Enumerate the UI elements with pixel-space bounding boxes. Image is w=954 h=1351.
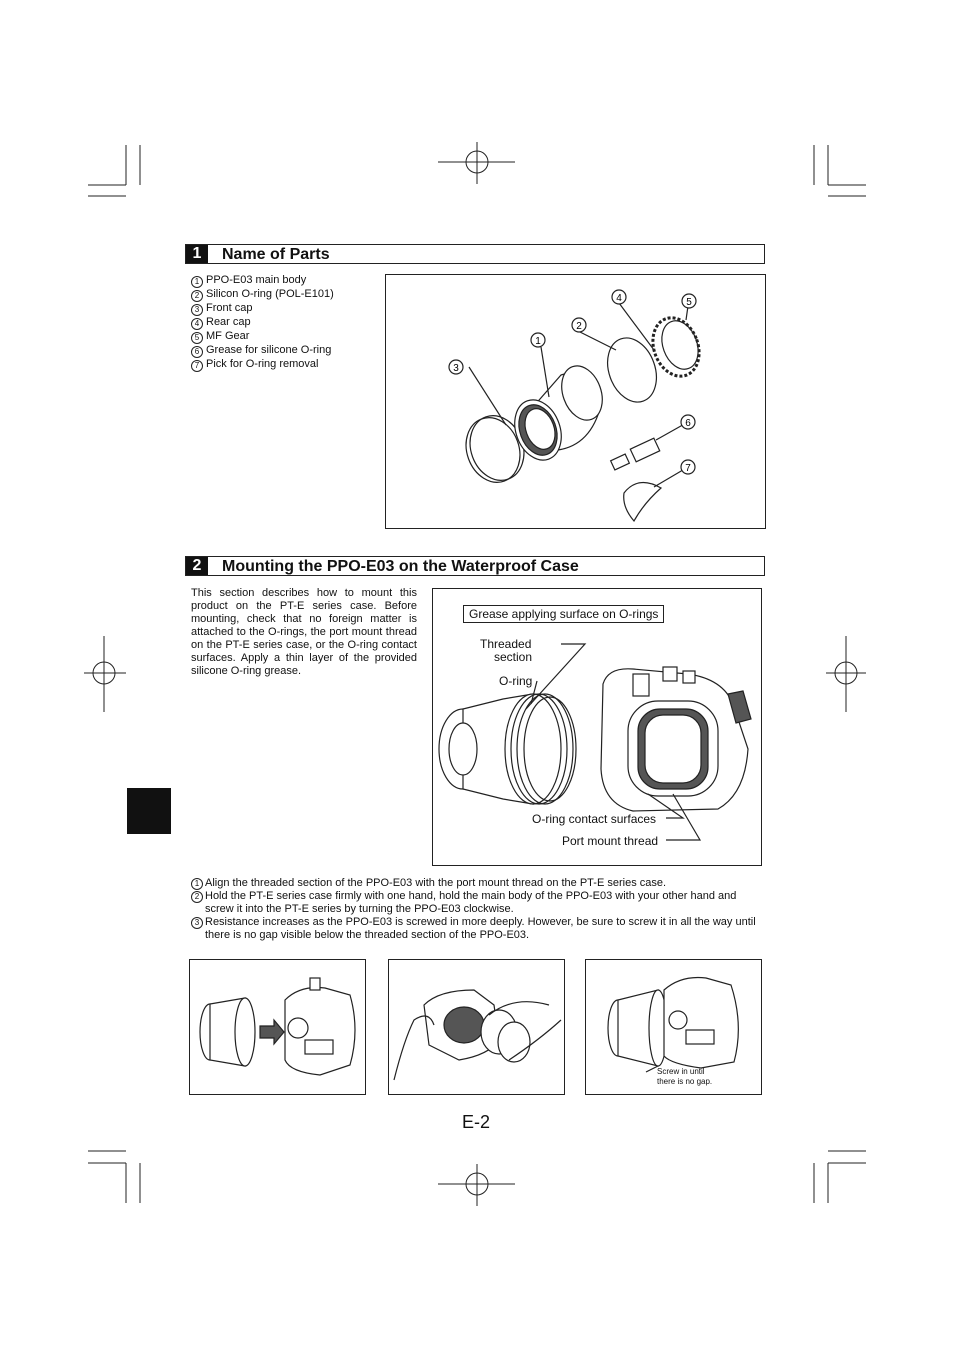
callout-4-text: 4 (616, 293, 622, 304)
callout-6-text: 6 (685, 418, 691, 429)
port-thread-label: Port mount thread (562, 834, 659, 848)
callout-4 (612, 290, 626, 304)
step-1 (191, 877, 761, 890)
callout-2 (572, 318, 586, 332)
parts-list-item (191, 358, 334, 372)
step-text: Align the threaded section of the PPO-E03 with the port mount thread on the PT-E series case. (205, 877, 667, 889)
screw-note-line2: there is no gap. (657, 1077, 713, 1086)
callout-5 (682, 294, 696, 308)
part-number: 3 (191, 304, 203, 316)
parts-diagram (385, 274, 766, 529)
parts-list-item (191, 288, 334, 302)
part-number: 4 (191, 318, 203, 330)
callout-1-text: 1 (535, 336, 541, 347)
section-1-title: Name of Parts (222, 246, 330, 263)
step-3-figure (585, 959, 762, 1095)
step-number: 2 (191, 891, 203, 903)
mounting-steps (191, 877, 761, 942)
section-1-number: 1 (186, 245, 208, 263)
oring-label: O-ring (499, 674, 533, 688)
part-number: 6 (191, 346, 203, 358)
parts-illustration (386, 275, 767, 530)
page-number: E-2 (462, 1112, 491, 1132)
step-1-figure (189, 959, 366, 1095)
part-label: MF Gear (206, 330, 250, 342)
step-number: 1 (191, 878, 203, 890)
threaded-section-label-line2: section (494, 650, 533, 664)
callout-7-text: 7 (685, 463, 691, 474)
section-2-header (185, 556, 765, 576)
callout-2-text: 2 (576, 321, 582, 332)
callout-1 (531, 333, 545, 347)
parts-list-item (191, 330, 334, 344)
parts-list-item (191, 344, 334, 358)
grease-surface-label: Grease applying surface on O-rings (463, 605, 664, 623)
parts-list-item (191, 302, 334, 316)
oring-contact-label: O-ring contact surfaces (532, 812, 657, 826)
step-text: Hold the PT-E series case firmly with one hand, hold the main body of the PPO-E03 with your other hand and screw it into the PT-E series by turning the PPO-E03 clockwise. (205, 890, 737, 915)
step-1-illustration (190, 960, 367, 1096)
part-label: PPO-E03 main body (206, 274, 307, 286)
step-number: 3 (191, 917, 203, 929)
section-1-header (185, 244, 765, 264)
callout-7 (681, 460, 695, 474)
mounting-diagram (432, 588, 762, 866)
part-number: 1 (191, 276, 203, 288)
part-label: Grease for silicone O-ring (206, 344, 332, 356)
parts-list-item (191, 274, 334, 288)
part-number: 7 (191, 360, 203, 372)
parts-list-item (191, 316, 334, 330)
screw-note-line1: Screw in until (657, 1067, 705, 1076)
step-2-figure (388, 959, 565, 1095)
step-2-illustration (389, 960, 566, 1096)
callout-6 (681, 415, 695, 429)
part-label: Pick for O-ring removal (206, 358, 319, 370)
step-text: Resistance increases as the PPO-E03 is screwed in more deeply. However, be sure to screw it in all the way until there is no gap visible below the threaded section of the PPO-E03. (205, 916, 756, 941)
callout-3 (449, 360, 463, 374)
part-label: Silicon O-ring (POL-E101) (206, 288, 334, 300)
parts-list (191, 274, 334, 372)
step-2 (191, 890, 761, 916)
callout-3-text: 3 (453, 363, 459, 374)
section-tab (127, 788, 171, 834)
part-label: Front cap (206, 302, 253, 314)
section-2-title: Mounting the PPO-E03 on the Waterproof Case (222, 558, 579, 575)
part-label: Rear cap (206, 316, 251, 328)
callout-5-text: 5 (686, 297, 692, 308)
part-number: 5 (191, 332, 203, 344)
section-2-number: 2 (186, 557, 208, 575)
threaded-section-label-line1: Threaded (480, 637, 532, 651)
mounting-intro-text: This section describes how to mount this product on the PT-E series case. Before mounting, check that no foreign matter is attached to the O-rings, the port mount thread on the PT-E series case, or the O-ring contact surfaces. Apply a thin layer of the provided silicone O-ring grease. (191, 587, 417, 677)
part-number: 2 (191, 290, 203, 302)
step-3 (191, 916, 761, 942)
